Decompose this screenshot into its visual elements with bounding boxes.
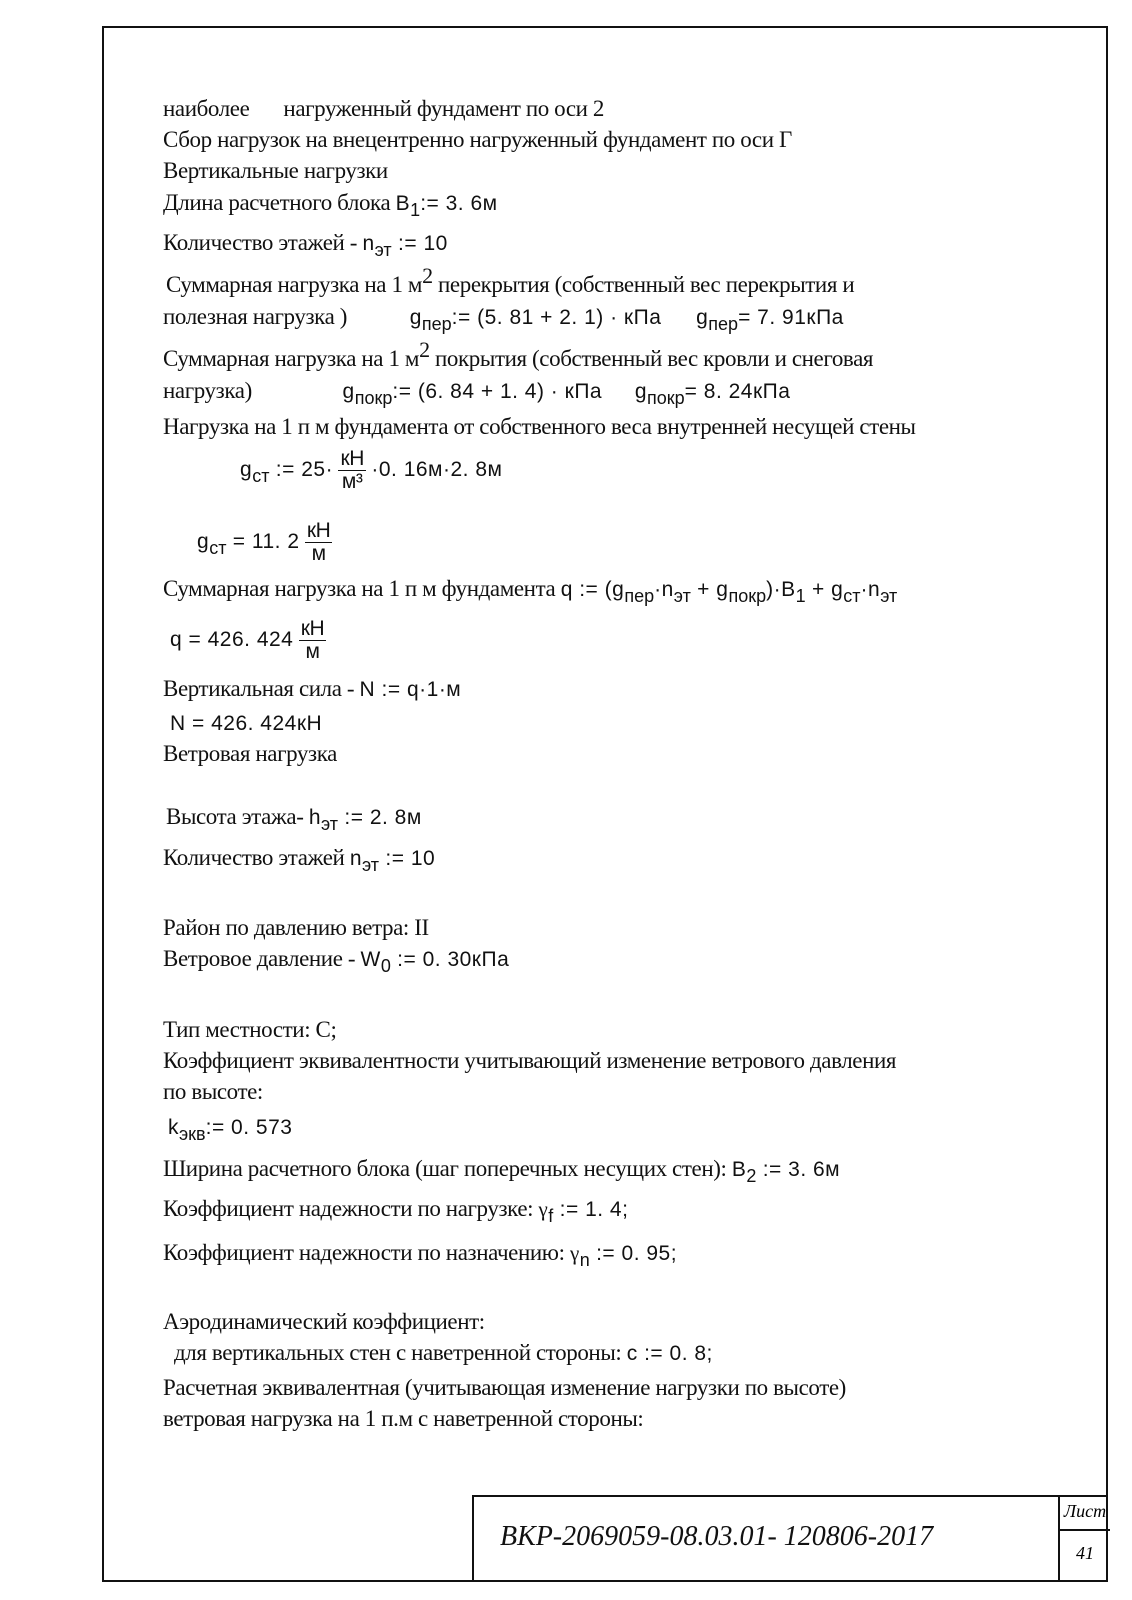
line-terrain-type: Тип местности: С; [163, 1017, 337, 1042]
line-wall-load-result: gст = 11. 2 $\frac{кН}{м}$ [197, 519, 331, 565]
line-wind-region: Район по давлению ветра: II [163, 915, 429, 940]
line-floor-load-formula: полезная нагрузка ) gпер:= (5. 81 + 2. 1) · кПа gпер= 7. 91кПа [163, 304, 844, 334]
sheet-label: Лист [1063, 1501, 1107, 1521]
line-floor-height: Высота этажа- hэт := 2. 8м [166, 804, 422, 834]
line-design-equivalent: Расчетная эквивалентная (учитывающая изменение нагрузки по высоте) [163, 1375, 846, 1400]
line-aero-coef: Аэродинамический коэффициент: [163, 1309, 485, 1334]
line-total-load-formula: Суммарная нагрузка на 1 п м фундамента q := (gпер·nэт + gпокр)·B1 + gст·nэт [163, 576, 898, 606]
line-floor-count: Количество этажей - nэт := 10 [163, 230, 448, 260]
line-roof-load-formula: нагрузка) gпокр:= (6. 84 + 1. 4) · кПа gпокр= 8. 24кПа [163, 378, 791, 408]
line-load-reliability: Коэффициент надежности по нагрузке: γf := 1. 4; [163, 1196, 629, 1226]
line-block-width: Ширина расчетного блока (шаг поперечных несущих стен): B2 := 3. 6м [163, 1156, 841, 1186]
line-wall-load-formula: gст := 25· $\frac{кН}{\text{м³}}$ ·0. 16м·2. 8м [240, 447, 503, 493]
line-heading-foundation: наиболее нагруженный фундамент по оси 2 [163, 96, 605, 121]
line-windward-load: ветровая нагрузка на 1 п.м с наветренной стороны: [163, 1406, 644, 1431]
line-windward-walls: для вертикальных стен с наветренной стороны: c := 0. 8; [174, 1340, 713, 1365]
sheet-number: 41 [1076, 1543, 1094, 1563]
line-by-height: по высоте: [163, 1079, 263, 1104]
line-vertical-force-result: N = 426. 424кН [170, 712, 323, 735]
sheet-cell [1058, 1497, 1110, 1582]
line-floor-count-2: Количество этажей nэт := 10 [163, 845, 436, 875]
sheet-divider [1060, 1529, 1110, 1531]
title-block [472, 1495, 1108, 1582]
document-code: ВКР-2069059-08.03.01- 120806-2017 [500, 1521, 934, 1552]
line-wind-pressure: Ветровое давление - W0 := 0. 30кПа [163, 946, 510, 976]
line-wind-load: Ветровая нагрузка [163, 741, 337, 766]
line-equivalence-coef: kэкв:= 0. 573 [168, 1116, 293, 1144]
line-floor-load-title: Суммарная нагрузка на 1 м2 перекрытия (собственный вес перекрытия и [166, 263, 855, 297]
line-roof-load-title: Суммарная нагрузка на 1 м2 покрытия (собственный вес кровли и снеговая [163, 337, 874, 371]
line-purpose-reliability: Коэффициент надежности по назначению: γn := 0. 95; [163, 1240, 678, 1270]
line-equivalence-coef-title: Коэффициент эквивалентности учитывающий изменение ветрового давления [163, 1048, 897, 1073]
line-vertical-loads: Вертикальные нагрузки [163, 158, 388, 183]
line-total-load-result: q = 426. 424 $\frac{кН}{м}$ [170, 617, 325, 663]
line-wall-load-title: Нагрузка на 1 п м фундамента от собственного веса внутренней несущей стены [163, 414, 916, 439]
line-vertical-force: Вертикальная сила - N := q·1·м [163, 676, 462, 701]
line-load-collection: Сбор нагрузок на внецентренно нагруженный фундамент по оси Г [163, 127, 792, 152]
line-block-length: Длина расчетного блока B1:= 3. 6м [163, 190, 498, 220]
